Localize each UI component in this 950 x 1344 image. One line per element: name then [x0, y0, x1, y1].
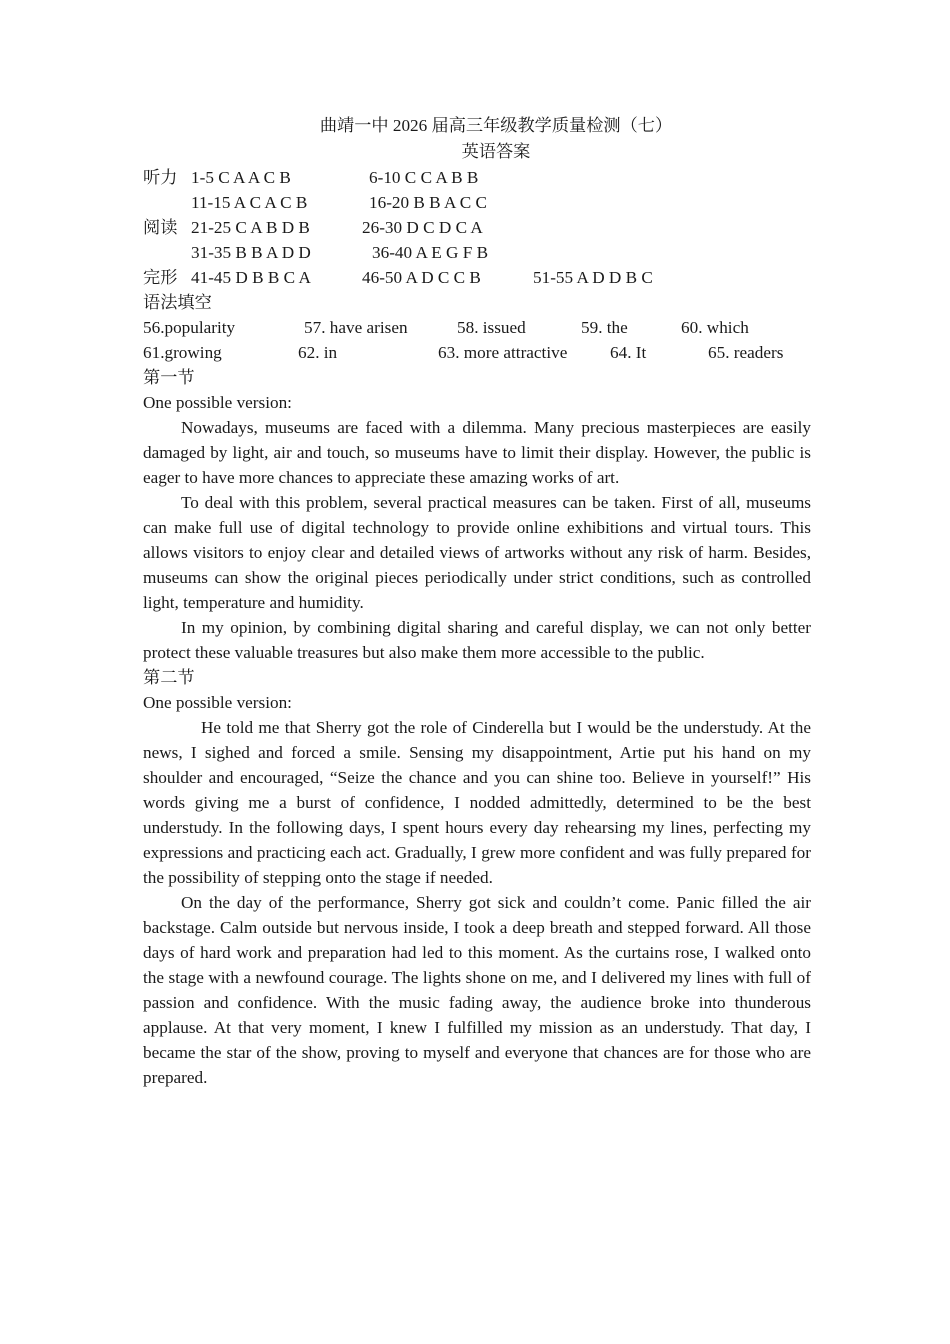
grammar-row-1 — [143, 315, 811, 340]
answer-item: 60. which — [681, 318, 749, 337]
answer-group: 31-35 B B A D D — [191, 243, 311, 262]
answer-group: 26-30 D C D C A — [362, 218, 483, 237]
answer-item: 59. the — [581, 318, 628, 337]
section2-intro: One possible version: — [143, 693, 292, 712]
reading-label: 阅读 — [143, 218, 178, 237]
answer-item: 64. It — [610, 343, 647, 362]
answer-group: 11-15 A C A C B — [191, 193, 308, 212]
answer-item: 58. issued — [457, 318, 526, 337]
listening-row-1 — [143, 165, 811, 190]
header — [162, 113, 830, 165]
answer-item: 62. in — [298, 343, 338, 362]
section1-paragraph: To deal with this problem, several practical measures can be taken. First of all, museums can make full use of digital technology to provide online exhibitions and virtual tours. This allows visitors to enjoy clear and detailed views of artworks without any risk of harm. Besides, museums can show the original pieces periodically under strict conditions, such as controlled light, temperature and humidity. — [143, 493, 811, 612]
cloze-label: 完形 — [143, 268, 178, 287]
section2-label: 第二节 — [143, 668, 195, 687]
section1-intro: One possible version: — [143, 393, 292, 412]
answer-group: 6-10 C C A B B — [369, 168, 479, 187]
answer-item: 57. have arisen — [304, 318, 408, 337]
answer-sheet — [143, 113, 811, 1090]
answer-group: 41-45 D B B C A — [191, 268, 311, 287]
answer-item: 56.popularity — [143, 318, 236, 337]
answer-item: 65. readers — [708, 343, 784, 362]
section1-paragraph: Nowadays, museums are faced with a dilemma. Many precious masterpieces are easily damaged by light, air and touch, so museums have to limit their display. However, the public is eager to have more chances to appreciate these amazing works of art. — [143, 418, 811, 487]
grammar-row-2 — [143, 340, 811, 365]
page-subtitle: 英语答案 — [461, 142, 531, 161]
answer-item: 61.growing — [143, 343, 222, 362]
section2-paragraph: On the day of the performance, Sherry got sick and couldn’t come. Panic filled the air backstage. Calm outside but nervous inside, I took a deep breath and stepped forward. All those days of hard work and preparation had led to this moment. As the curtains rose, I walked onto the stage with a newfound courage. The lights shone on me, and I delivered my lines with full of passion and confidence. With the music fading away, the audience broke into thunderous applause. At that very moment, I knew I fulfilled my mission as an understudy. That day, I became the star of the show, proving to myself and everyone that chances are for those who are prepared. — [143, 893, 811, 1087]
reading-row-2 — [143, 240, 811, 265]
section1-paragraph: In my opinion, by combining digital sharing and careful display, we can not only better protect these valuable treasures but also make them more accessible to the public. — [143, 618, 811, 662]
answer-group: 36-40 A E G F B — [372, 243, 489, 262]
answer-group: 46-50 A D C C B — [362, 268, 481, 287]
section1-label: 第一节 — [143, 368, 195, 387]
answer-group: 51-55 A D D B C — [533, 268, 653, 287]
grammar-label: 语法填空 — [143, 293, 212, 312]
answer-item: 63. more attractive — [438, 343, 568, 362]
answer-group: 16-20 B B A C C — [369, 193, 487, 212]
reading-row-1 — [143, 215, 811, 240]
page-title: 曲靖一中 2026 届高三年级教学质量检测（七） — [319, 116, 673, 135]
cloze-row-1 — [143, 265, 811, 290]
listening-row-2 — [143, 190, 811, 215]
answer-group: 1-5 C A A C B — [191, 168, 291, 187]
answer-group: 21-25 C A B D B — [191, 218, 310, 237]
listening-label: 听力 — [143, 168, 178, 187]
section2-paragraph: He told me that Sherry got the role of Cinderella but I would be the understudy. At the news, I sighed and forced a smile. Sensing my disappointment, Artie put his hand on my shoulder and encouraged, “Seize the chance and you can shine too. Believe in yourself!” His words giving me a burst of confidence, I nodded admittedly, determined to be the best understudy. In the following days, I spent hours every day rehearsing my lines, perfecting my expressions and practicing each act. Gradually, I grew more confident and was fully prepared for the possibility of stepping onto the stage if needed. — [143, 718, 811, 887]
